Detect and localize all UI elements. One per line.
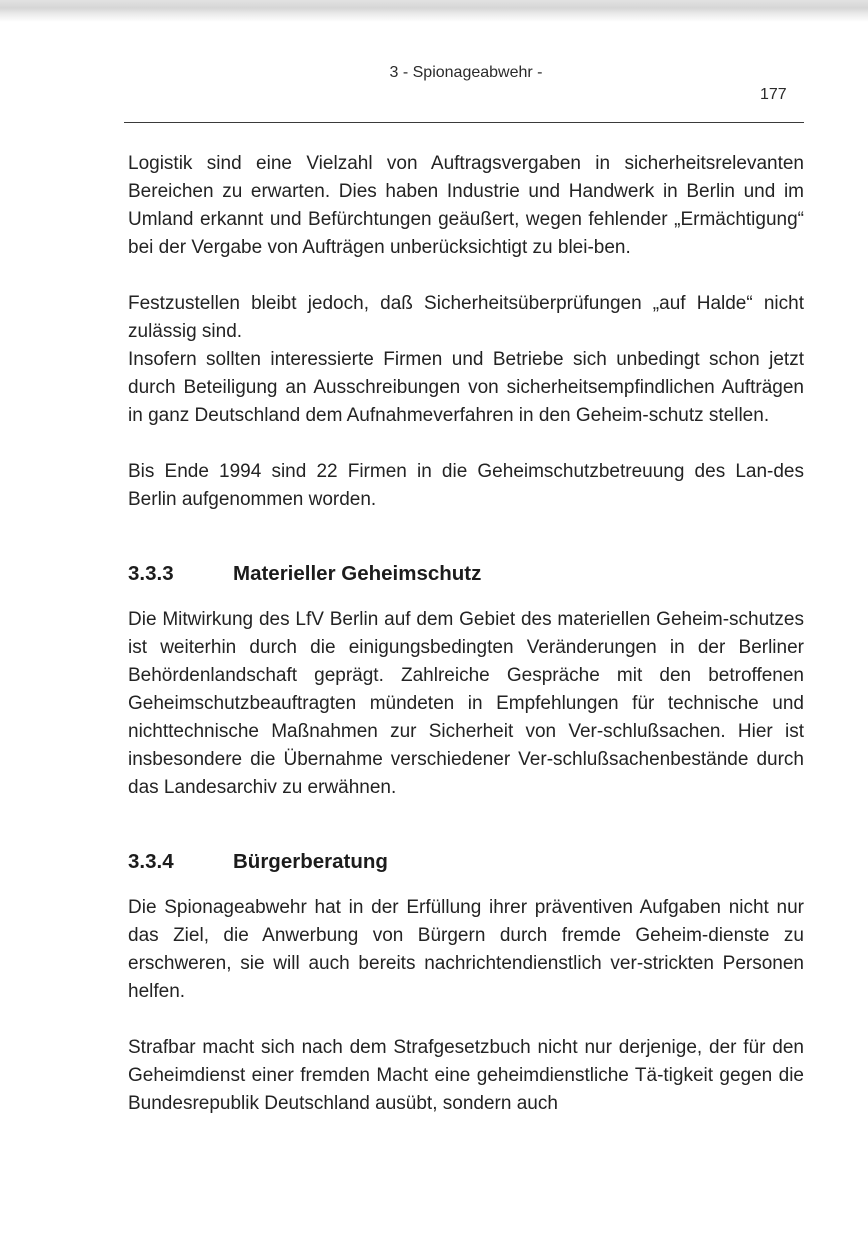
paragraph-logistik: Logistik sind eine Vielzahl von Auftragsvergaben in sicherheitsrelevanten Bereichen zu erwarten. Dies haben Industrie und Handwerk in Berlin und im Umland erkannt und Befürchtungen geäußert, wegen fehlender „Ermächtigung“ bei der Vergabe von Aufträgen unberücksichtigt zu blei-ben.: [128, 153, 804, 258]
paragraph-insofern: Insofern sollten interessierte Firmen und Betriebe sich unbedingt schon jetzt durch Beteiligung an Ausschreibungen von sicherheitsempfindlichen Aufträgen in ganz Deutschland dem Aufnahmeverfahren in den Geheim-schutz stellen.: [128, 349, 804, 426]
scan-top-edge: [0, 0, 868, 22]
section-heading-buergerberatung: [128, 848, 804, 876]
paragraph-bis-ende-1994: Bis Ende 1994 sind 22 Firmen in die Geheimschutzbetreuung des Lan-des Berlin aufgenommen worden.: [128, 461, 804, 510]
paragraph-festzustellen: Festzustellen bleibt jedoch, daß Sicherheitsüberprüfungen „auf Halde“ nicht zulässig sind.: [128, 293, 804, 342]
section-number: 3.3.3: [128, 562, 174, 585]
page-number: 177: [760, 86, 787, 103]
section-number: 3.3.4: [128, 850, 174, 873]
section-title: Bürgerberatung: [233, 850, 388, 873]
page-body: [128, 150, 804, 1118]
section-title: Materieller Geheimschutz: [233, 562, 482, 585]
paragraph-mitwirkung: Die Mitwirkung des LfV Berlin auf dem Gebiet des materiellen Geheim-schutzes ist weiterhin durch die einigungsbedingten Veränderungen in der Berliner Behördenlandschaft geprägt. Zahlreiche Gespräche mit den betroffenen Geheimschutzbeauftragten mündeten in Empfehlungen für technische und nichttechnische Maßnahmen zur Sicherheit von Ver-schlußsachen. Hier ist insbesondere die Übernahme verschiedener Ver-schlußsachenbestände durch das Landesarchiv zu erwähnen.: [128, 609, 804, 798]
section-heading-materieller-geheimschutz: [128, 560, 804, 588]
paragraph-strafbar: Strafbar macht sich nach dem Strafgesetzbuch nicht nur derjenige, der für den Geheimdienst einer fremden Macht eine geheimdienstliche Tä-tigkeit gegen die Bundesrepublik Deutschland ausübt, sondern auch: [128, 1037, 804, 1114]
running-header: 3 - Spionageabwehr -: [389, 64, 543, 81]
header-rule: [124, 122, 804, 123]
paragraph-spionageabwehr: Die Spionageabwehr hat in der Erfüllung ihrer präventiven Aufgaben nicht nur das Ziel, die Anwerbung von Bürgern durch fremde Geheim-dienste zu erschweren, sie will auch bereits nachrichtendienstlich ver-strickten Personen helfen.: [128, 897, 804, 1002]
